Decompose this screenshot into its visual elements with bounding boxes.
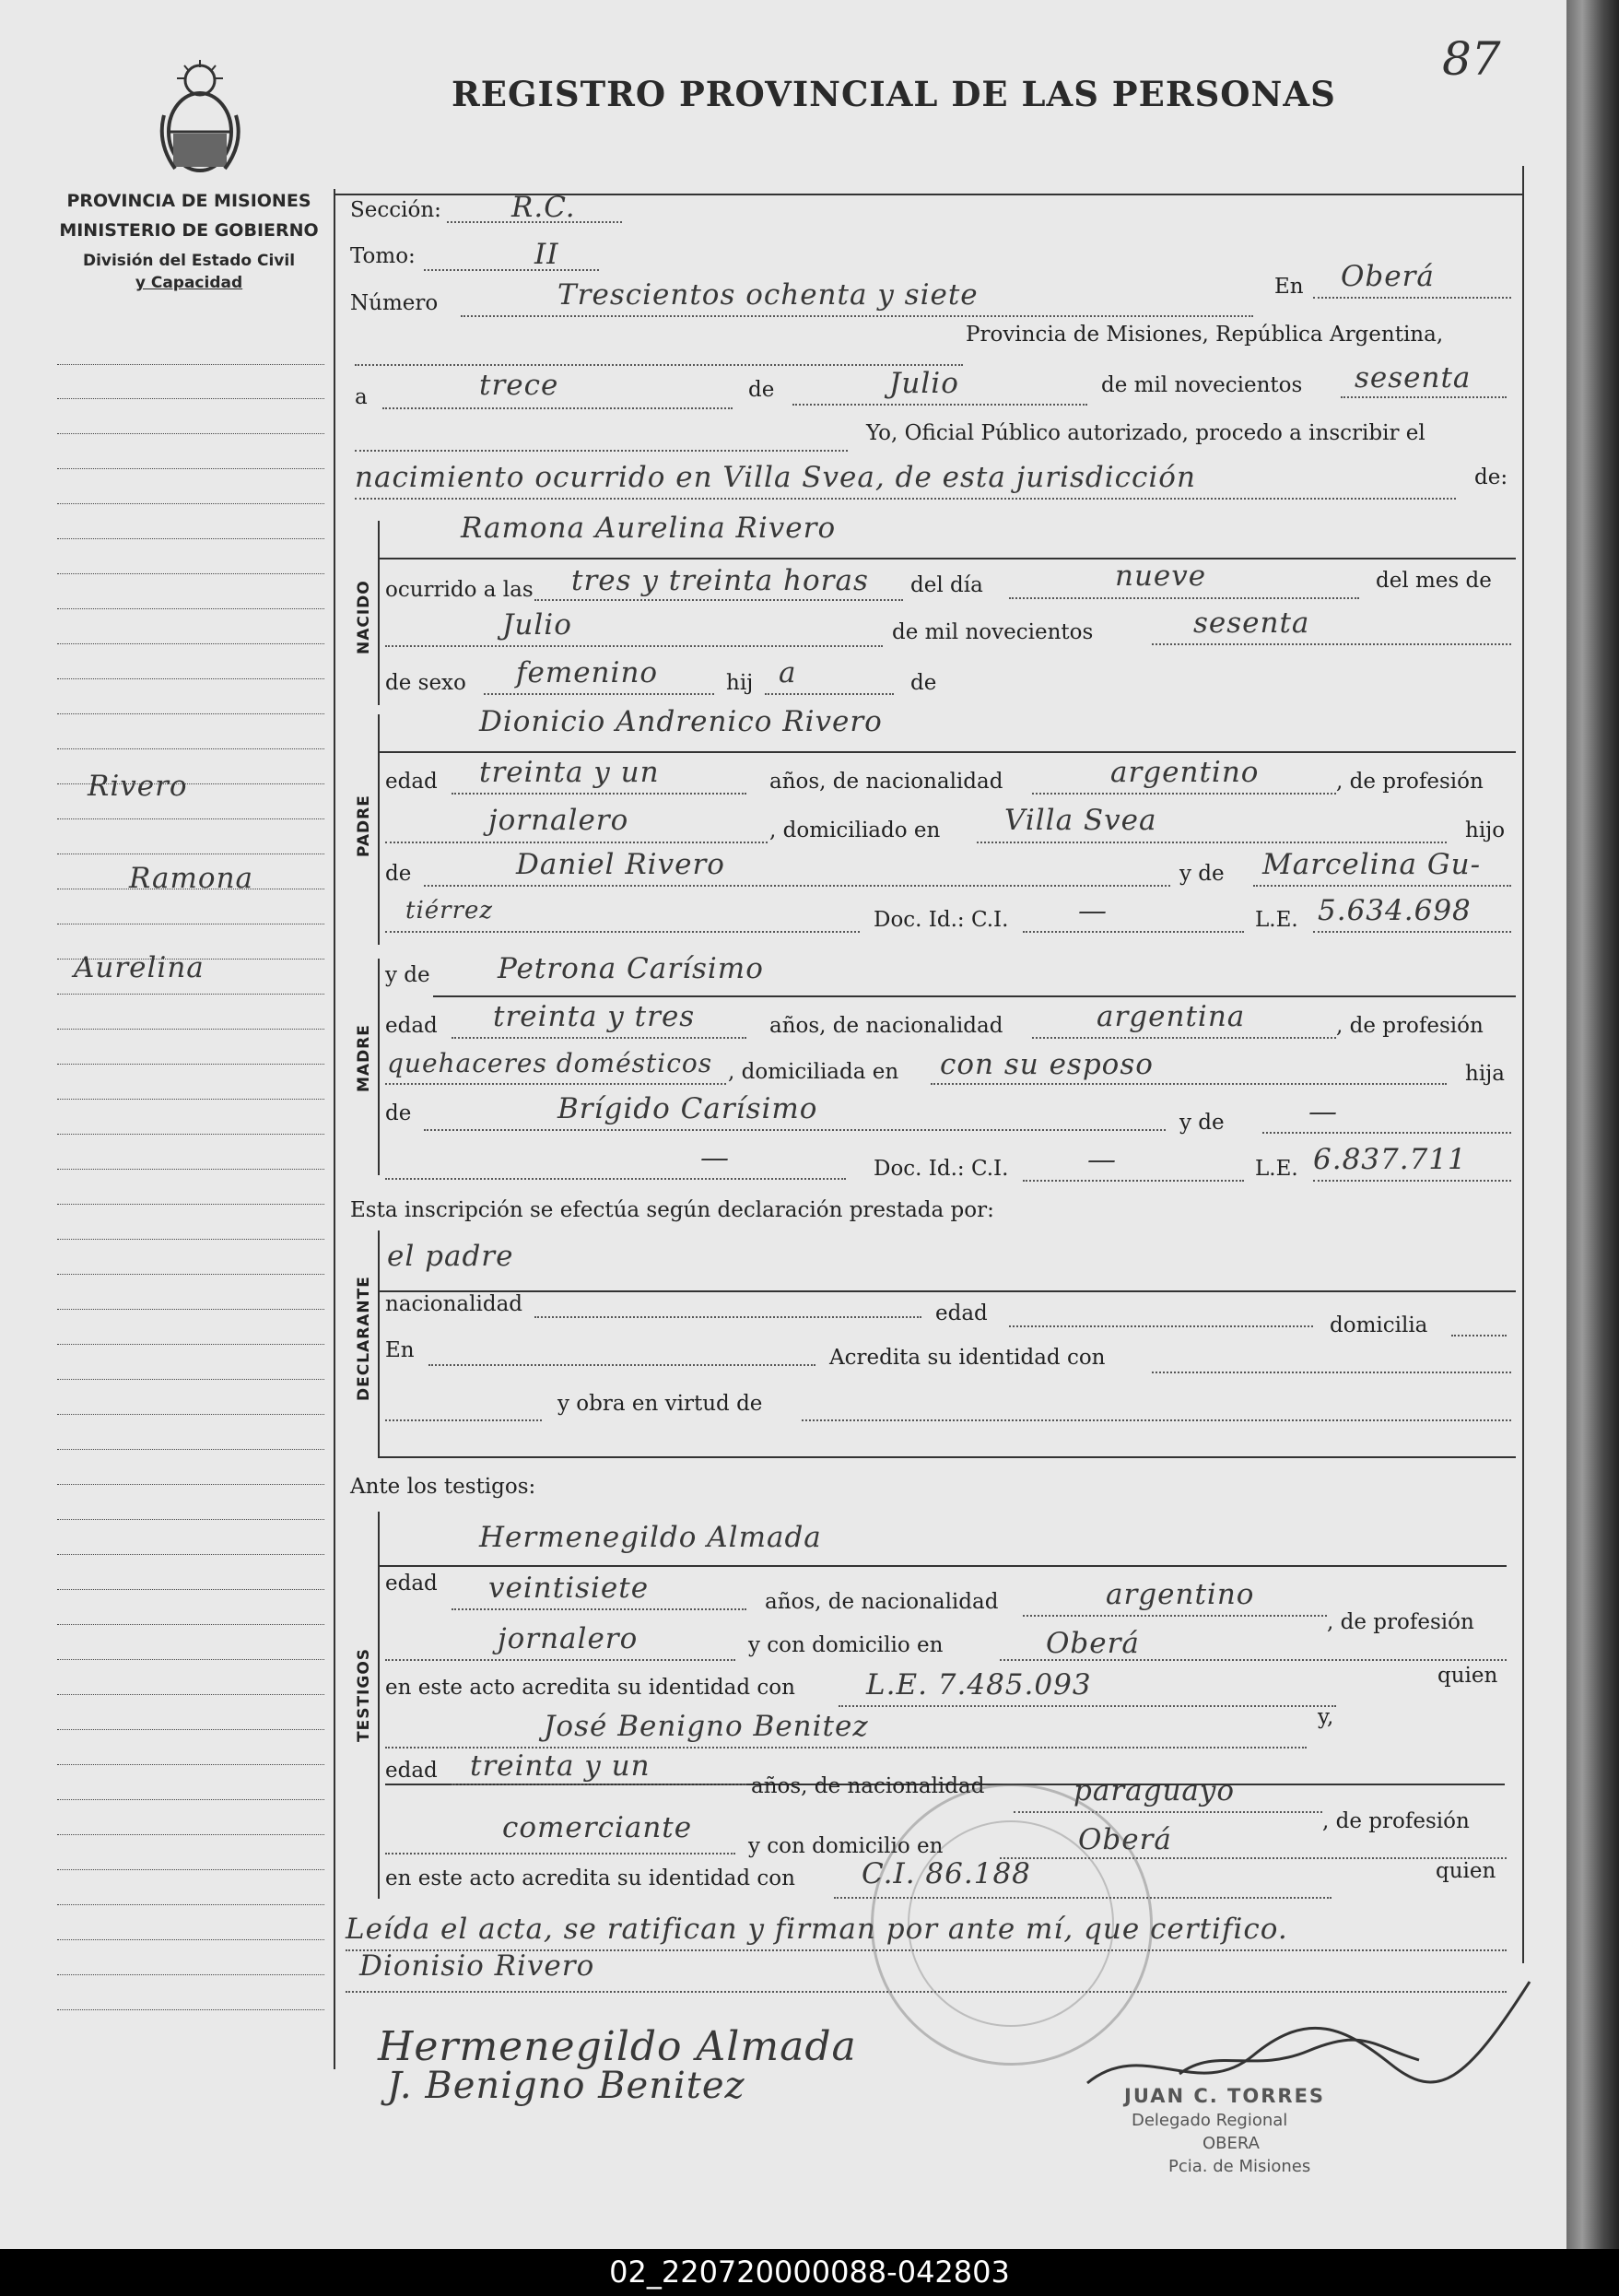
- hij-label: hij: [726, 671, 754, 695]
- padre-hijo-label: hijo: [1465, 818, 1506, 842]
- padre-domicilio-value: Villa Svea: [1004, 804, 1157, 837]
- madre-nombre-value: Petrona Carísimo: [498, 952, 764, 985]
- testigo2-documento-value: C.I. 86.188: [862, 1857, 1031, 1890]
- book-binding: [1566, 0, 1619, 2249]
- testigo2-domicilio-label: y con domicilio en: [748, 1834, 944, 1858]
- madre-domicilio-value: con su esposo: [940, 1048, 1154, 1081]
- testigo2-acredita-label: en este acto acredita su identidad con: [385, 1866, 795, 1890]
- sexo-value: femenino: [516, 656, 659, 689]
- hecho-value: nacimiento ocurrido en Villa Svea, de esta jurisdicción: [355, 461, 1196, 494]
- page-title: REGISTRO PROVINCIAL DE LAS PERSONAS: [452, 74, 1336, 114]
- madre-y-de-label-2: y de: [1179, 1111, 1225, 1135]
- declarante-acredita-label: Acredita su identidad con: [829, 1346, 1106, 1370]
- padre-edad-label: edad: [385, 770, 438, 794]
- testigo1-acredita-label: en este acto acredita su identidad con: [385, 1676, 795, 1700]
- division-line-2: y Capacidad: [135, 274, 243, 292]
- testigo2-profesion-value: comerciante: [502, 1811, 693, 1844]
- madre-profesion-label: , de profesión: [1336, 1014, 1484, 1038]
- nacido-divider: [378, 521, 380, 705]
- padre-nombre-value: Dionicio Andrenico Rivero: [479, 705, 883, 738]
- declarante-bottom-line: [378, 1456, 1516, 1458]
- form-right-border: [1522, 166, 1524, 1963]
- padre-de-label: de: [385, 862, 412, 886]
- testigo1-domicilio-value: Oberá: [1046, 1627, 1140, 1660]
- testigo1-documento-value: L.E. 7.485.093: [866, 1668, 1092, 1701]
- tomo-label: Tomo:: [350, 244, 416, 268]
- de-mil-novecientos-label: de mil novecientos: [1101, 373, 1303, 397]
- hora-value: tres y treinta horas: [571, 564, 869, 597]
- padre-nacionalidad-value: argentino: [1110, 756, 1260, 789]
- firma-testigo-1: Hermenegildo Almada: [378, 2023, 857, 2070]
- madre-ci-value: —: [1087, 1143, 1117, 1176]
- abuela-paterna-cont-value: tiérrez: [405, 897, 494, 924]
- anio-nacimiento-value: sesenta: [1193, 606, 1310, 640]
- declarante-nacionalidad-label: nacionalidad: [385, 1292, 523, 1316]
- madre-y-de-label: y de: [385, 963, 430, 987]
- declaracion-text: Esta inscripción se efectúa según declaración prestada por:: [350, 1198, 994, 1222]
- declarante-por-value: el padre: [387, 1240, 514, 1273]
- madre-doc-label: Doc. Id.: C.I.: [874, 1157, 1009, 1181]
- seccion-value: R.C.: [511, 191, 576, 224]
- tomo-value: II: [534, 238, 559, 271]
- declarante-name-line: [378, 1290, 1516, 1292]
- de-mil-novecientos-label-2: de mil novecientos: [892, 620, 1094, 644]
- madre-divider: [378, 959, 380, 1175]
- testigos-divider: [378, 1512, 380, 1899]
- testigo1-quien-label: quien: [1437, 1664, 1498, 1688]
- declarante-edad-label: edad: [935, 1301, 988, 1325]
- ministry-name: MINISTERIO DE GOBIERNO: [59, 220, 319, 241]
- yo-oficial-text: Yo, Oficial Público autorizado, procedo a inscribir el: [866, 421, 1425, 445]
- declarante-divider: [378, 1230, 380, 1456]
- form-left-border: [334, 189, 335, 2069]
- dia-inscripcion-value: trece: [479, 369, 559, 402]
- testigo1-nacionalidad-value: argentino: [1106, 1578, 1255, 1611]
- a-label: a: [355, 385, 368, 409]
- madre-domiciliada-label: , domiciliada en: [728, 1060, 899, 1084]
- numero-value: Trescientos ochenta y siete: [557, 278, 979, 312]
- abuelo-materno-value: Brígido Carísimo: [557, 1092, 818, 1125]
- madre-le-label: L.E.: [1255, 1157, 1298, 1181]
- testigos-side-label: TESTIGOS: [355, 1647, 373, 1742]
- madre-extra-value: —: [700, 1141, 730, 1174]
- padre-divider: [378, 714, 380, 945]
- padre-ci-value: —: [1078, 894, 1108, 927]
- testigo1-profesion-label: , de profesión: [1327, 1610, 1474, 1634]
- testigo1-edad-value: veintisiete: [488, 1572, 650, 1605]
- anio-inscripcion-value: sesenta: [1355, 361, 1472, 394]
- testigo2-y-label: y,: [1318, 1705, 1334, 1729]
- mes-inscripcion-value: Julio: [889, 367, 959, 400]
- de-colon-label: de:: [1474, 465, 1508, 489]
- stamp-line-3: OBERA: [1203, 2134, 1260, 2153]
- abuela-materna-value: —: [1308, 1095, 1338, 1128]
- testigo2-quien-label: quien: [1436, 1859, 1496, 1883]
- padre-profesion-value: jornalero: [488, 804, 629, 837]
- dia-nacimiento-value: nueve: [1115, 559, 1207, 593]
- margin-name-1: Ramona: [129, 862, 254, 895]
- testigo1-nombre-value: Hermenegildo Almada: [479, 1521, 822, 1554]
- de-sexo-label: de sexo: [385, 671, 466, 695]
- del-mes-label: del mes de: [1376, 569, 1492, 593]
- stamp-line-1: JUAN C. TORRES: [1124, 2085, 1326, 2107]
- padre-le-label: L.E.: [1255, 908, 1298, 932]
- footer-code-bar: [0, 2249, 1619, 2296]
- madre-side-label: MADRE: [355, 1024, 373, 1092]
- padre-name-line: [378, 751, 1516, 753]
- madre-hija-label: hija: [1465, 1062, 1506, 1086]
- stamp-line-4: Pcia. de Misiones: [1168, 2157, 1311, 2176]
- page-number: 87: [1442, 32, 1501, 86]
- mes-nacimiento-value: Julio: [502, 608, 572, 642]
- madre-name-line: [433, 995, 1516, 997]
- testigo2-domicilio-value: Oberá: [1078, 1823, 1172, 1856]
- padre-doc-label: Doc. Id.: C.I.: [874, 908, 1009, 932]
- testigo2-profesion-label: , de profesión: [1322, 1809, 1470, 1833]
- margin-surname: Rivero: [88, 770, 188, 803]
- testigo1-anos-label: años, de nacionalidad: [765, 1590, 999, 1614]
- madre-nacionalidad-value: argentina: [1097, 1000, 1246, 1033]
- abuelo-paterno-value: Daniel Rivero: [516, 848, 725, 881]
- ante-testigos-label: Ante los testigos:: [350, 1475, 536, 1499]
- declarante-obra-label: y obra en virtud de: [557, 1392, 763, 1416]
- cierre-text: Leída el acta, se ratifican y firman por ante mí, que certifico.: [346, 1913, 1288, 1946]
- declarante-side-label: DECLARANTE: [355, 1276, 373, 1401]
- declarante-en-label: En: [385, 1338, 415, 1362]
- padre-domiciliado-label: , domiciliado en: [769, 818, 941, 842]
- abuela-paterna-value: Marcelina Gu-: [1262, 848, 1482, 881]
- provincia-republica-text: Provincia de Misiones, República Argentina,: [966, 323, 1444, 347]
- division-line-1: División del Estado Civil: [82, 252, 296, 270]
- firma-testigo-2: J. Benigno Benitez: [387, 2065, 745, 2107]
- province-name: PROVINCIA DE MISIONES: [66, 191, 311, 211]
- padre-le-value: 5.634.698: [1318, 894, 1472, 927]
- testigo1-name-line: [378, 1565, 1507, 1567]
- nacido-side-label: NACIDO: [355, 580, 373, 654]
- madre-edad-value: treinta y tres: [493, 1000, 696, 1033]
- coat-of-arms-icon: [157, 60, 244, 180]
- stamp-line-2: Delegado Regional: [1132, 2111, 1288, 2130]
- testigo1-profesion-value: jornalero: [498, 1622, 639, 1655]
- padre-edad-value: treinta y un: [479, 756, 660, 789]
- padre-y-de-label: y de: [1179, 862, 1225, 886]
- madre-le-value: 6.837.711: [1313, 1143, 1467, 1176]
- padre-profesion-label: , de profesión: [1336, 770, 1484, 794]
- lugar-value: Oberá: [1341, 260, 1435, 293]
- en-label: En: [1274, 275, 1304, 299]
- madre-edad-label: edad: [385, 1014, 438, 1038]
- hij-suffix-value: a: [779, 656, 797, 689]
- madre-de-label: de: [385, 1101, 412, 1125]
- firma-declarante: Dionisio Rivero: [359, 1949, 595, 1983]
- testigo2-nacionalidad-value: paraguayo: [1073, 1774, 1236, 1807]
- padre-side-label: PADRE: [355, 795, 373, 857]
- declarante-domicilia-label: domicilia: [1330, 1313, 1428, 1337]
- nacido-nombre-value: Ramona Aurelina Rivero: [461, 512, 837, 545]
- padre-anos-label: años, de nacionalidad: [769, 770, 1003, 794]
- testigo2-nombre-value: José Benigno Benitez: [544, 1710, 869, 1743]
- testigo1-domicilio-label: y con domicilio en: [748, 1633, 944, 1657]
- testigo2-edad-value: treinta y un: [470, 1749, 651, 1783]
- testigo2-anos-label: años, de nacionalidad: [751, 1774, 985, 1798]
- ocurrido-label: ocurrido a las: [385, 578, 534, 602]
- de-label: de: [748, 378, 775, 402]
- del-dia-label: del día: [910, 573, 983, 597]
- seccion-label: Sección:: [350, 198, 441, 222]
- numero-label: Número: [350, 291, 439, 315]
- footer-code: 02_220720000088-042803: [609, 2255, 1010, 2290]
- nacido-name-line: [378, 558, 1516, 559]
- testigo1-edad-label: edad: [385, 1572, 438, 1595]
- testigo2-edad-label: edad: [385, 1759, 438, 1783]
- madre-anos-label: años, de nacionalidad: [769, 1014, 1003, 1038]
- margin-name-2: Aurelina: [74, 951, 205, 984]
- de-label-2: de: [910, 671, 937, 695]
- madre-profesion-value: quehaceres domésticos: [387, 1048, 713, 1078]
